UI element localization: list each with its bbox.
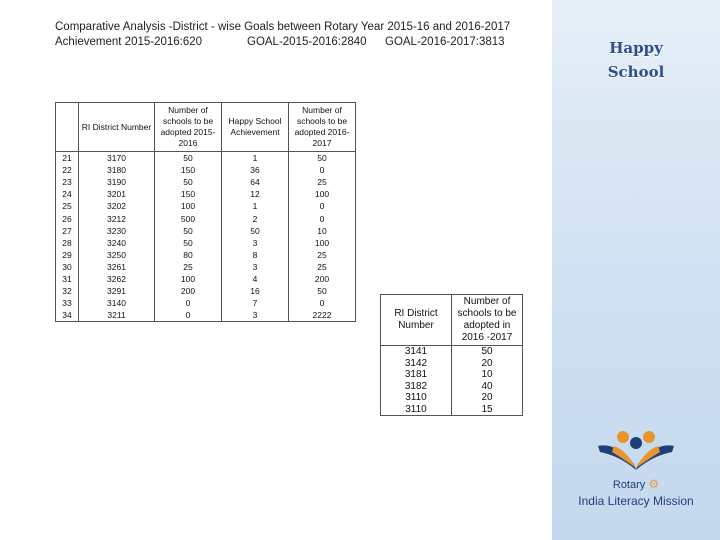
- table-cell: 33: [56, 297, 79, 309]
- mission-label: India Literacy Mission: [578, 494, 694, 508]
- table-cell: 50: [289, 152, 356, 165]
- goal-2016-2017: GOAL-2016-2017:3813: [385, 36, 505, 48]
- table-cell: 20: [452, 392, 523, 404]
- header-title: Comparative Analysis -District - wise Goals between Rotary Year 2015-16 and 2016-2017: [55, 21, 511, 33]
- rotary-literacy-logo: [556, 430, 716, 520]
- table-cell: 2: [222, 212, 289, 224]
- rotary-label: Rotary ⚙: [612, 477, 660, 491]
- table-row: [56, 164, 356, 176]
- table-row: [56, 200, 356, 212]
- table-cell: 500: [155, 212, 222, 224]
- table-cell: 100: [289, 188, 356, 200]
- table-cell: 3181: [381, 369, 452, 381]
- table-cell: 23: [56, 176, 79, 188]
- table-cell: 25: [289, 176, 356, 188]
- table-cell: 3262: [79, 273, 155, 285]
- table-cell: 50: [155, 237, 222, 249]
- table-cell: 50: [222, 225, 289, 237]
- table-row: [56, 285, 356, 297]
- table-cell: 20: [452, 358, 523, 370]
- rotary-wheel-icon: ⚙: [648, 477, 660, 491]
- table-cell: 3170: [79, 152, 155, 165]
- table-row: [381, 369, 523, 381]
- header-goals: [55, 35, 535, 50]
- table-cell: 3: [222, 309, 289, 322]
- table-cell: 32: [56, 285, 79, 297]
- table-cell: 10: [452, 369, 523, 381]
- table-cell: 22: [56, 164, 79, 176]
- table-cell: 100: [155, 273, 222, 285]
- table-cell: 3291: [79, 285, 155, 297]
- table-row: [381, 392, 523, 404]
- table-cell: 27: [56, 225, 79, 237]
- table-row: [381, 358, 523, 370]
- table-cell: 25: [289, 249, 356, 261]
- district-goals-table: [55, 102, 356, 322]
- table-cell: 21: [56, 152, 79, 165]
- table-cell: 50: [155, 152, 222, 165]
- table-cell: 50: [155, 225, 222, 237]
- table-row: [56, 188, 356, 200]
- table-row: [56, 249, 356, 261]
- table-header-row: [56, 103, 356, 152]
- col-district-header: RI District Number: [79, 103, 155, 152]
- table-cell: 1: [222, 200, 289, 212]
- sidebar-title: [552, 36, 720, 84]
- table-cell: 0: [155, 297, 222, 309]
- additional-districts-body: [381, 346, 523, 416]
- table-cell: 64: [222, 176, 289, 188]
- table-cell: 3: [222, 261, 289, 273]
- table-cell: 150: [155, 164, 222, 176]
- table-cell: 25: [155, 261, 222, 273]
- table-cell: 10: [289, 225, 356, 237]
- table-row: [56, 297, 356, 309]
- table-cell: 3212: [79, 212, 155, 224]
- table-row: [56, 273, 356, 285]
- table-row: [56, 212, 356, 224]
- table-row: [381, 346, 523, 358]
- table-cell: 1: [222, 152, 289, 165]
- table-cell: 7: [222, 297, 289, 309]
- table-cell: 0: [289, 164, 356, 176]
- table-row: [56, 225, 356, 237]
- achievement-2015-2016: Achievement 2015-2016:620: [55, 36, 203, 48]
- goal-2015-2016: GOAL-2015-2016:2840: [247, 36, 367, 48]
- table-cell: 0: [289, 212, 356, 224]
- table-row: [56, 309, 356, 322]
- table-cell: 34: [56, 309, 79, 322]
- table-cell: 3141: [381, 346, 452, 358]
- table-cell: 24: [56, 188, 79, 200]
- table-cell: 3110: [381, 404, 452, 416]
- table-cell: 3180: [79, 164, 155, 176]
- table-cell: 3261: [79, 261, 155, 273]
- col-goal-2015-header: Number of schools to be adopted 2015-2016: [155, 103, 222, 152]
- table-cell: 3250: [79, 249, 155, 261]
- table-row: [56, 176, 356, 188]
- table-cell: 3202: [79, 200, 155, 212]
- table-row: [381, 381, 523, 393]
- table-cell: 3201: [79, 188, 155, 200]
- table-row: [56, 237, 356, 249]
- table-row: [56, 152, 356, 165]
- table-cell: 100: [155, 200, 222, 212]
- col-achievement-header: Happy School Achievement: [222, 103, 289, 152]
- table-row: [56, 261, 356, 273]
- table-cell: 40: [452, 381, 523, 393]
- table-cell: 4: [222, 273, 289, 285]
- table-cell: 50: [289, 285, 356, 297]
- table-cell: 3240: [79, 237, 155, 249]
- table-cell: 3211: [79, 309, 155, 322]
- table-cell: 3110: [381, 392, 452, 404]
- table-cell: 15: [452, 404, 523, 416]
- table-cell: 8: [222, 249, 289, 261]
- additional-districts-table: [380, 294, 523, 416]
- table-cell: 0: [289, 297, 356, 309]
- table-cell: 26: [56, 212, 79, 224]
- table-cell: 200: [155, 285, 222, 297]
- table-cell: 31: [56, 273, 79, 285]
- table-cell: 16: [222, 285, 289, 297]
- col-district-header: RI District Number: [381, 295, 452, 346]
- table-cell: 150: [155, 188, 222, 200]
- table-cell: 29: [56, 249, 79, 261]
- table-cell: 3: [222, 237, 289, 249]
- table-cell: 0: [289, 200, 356, 212]
- table-cell: 30: [56, 261, 79, 273]
- table-cell: 200: [289, 273, 356, 285]
- page-header: [55, 20, 535, 50]
- table-cell: 80: [155, 249, 222, 261]
- table-cell: 12: [222, 188, 289, 200]
- district-goals-body: [56, 152, 356, 322]
- table-cell: 3190: [79, 176, 155, 188]
- table-cell: 50: [452, 346, 523, 358]
- table-header-row: [381, 295, 523, 346]
- table-cell: 3182: [381, 381, 452, 393]
- table-cell: 25: [56, 200, 79, 212]
- table-cell: 3142: [381, 358, 452, 370]
- col-goal-2016-header: Number of schools to be adopted in 2016 -2017: [452, 295, 523, 346]
- col-index-header: [56, 103, 79, 152]
- table-cell: 36: [222, 164, 289, 176]
- literacy-mission-emblem: [556, 430, 716, 476]
- table-cell: 3140: [79, 297, 155, 309]
- table-cell: 25: [289, 261, 356, 273]
- table-cell: 2222: [289, 309, 356, 322]
- sidebar-title-line2: School: [607, 63, 665, 81]
- table-cell: 0: [155, 309, 222, 322]
- table-cell: 3230: [79, 225, 155, 237]
- table-cell: 28: [56, 237, 79, 249]
- table-cell: 100: [289, 237, 356, 249]
- table-row: [381, 404, 523, 416]
- sidebar-title-line1: Happy: [609, 39, 663, 57]
- col-goal-2016-header: Number of schools to be adopted 2016-2017: [289, 103, 356, 152]
- table-cell: 50: [155, 176, 222, 188]
